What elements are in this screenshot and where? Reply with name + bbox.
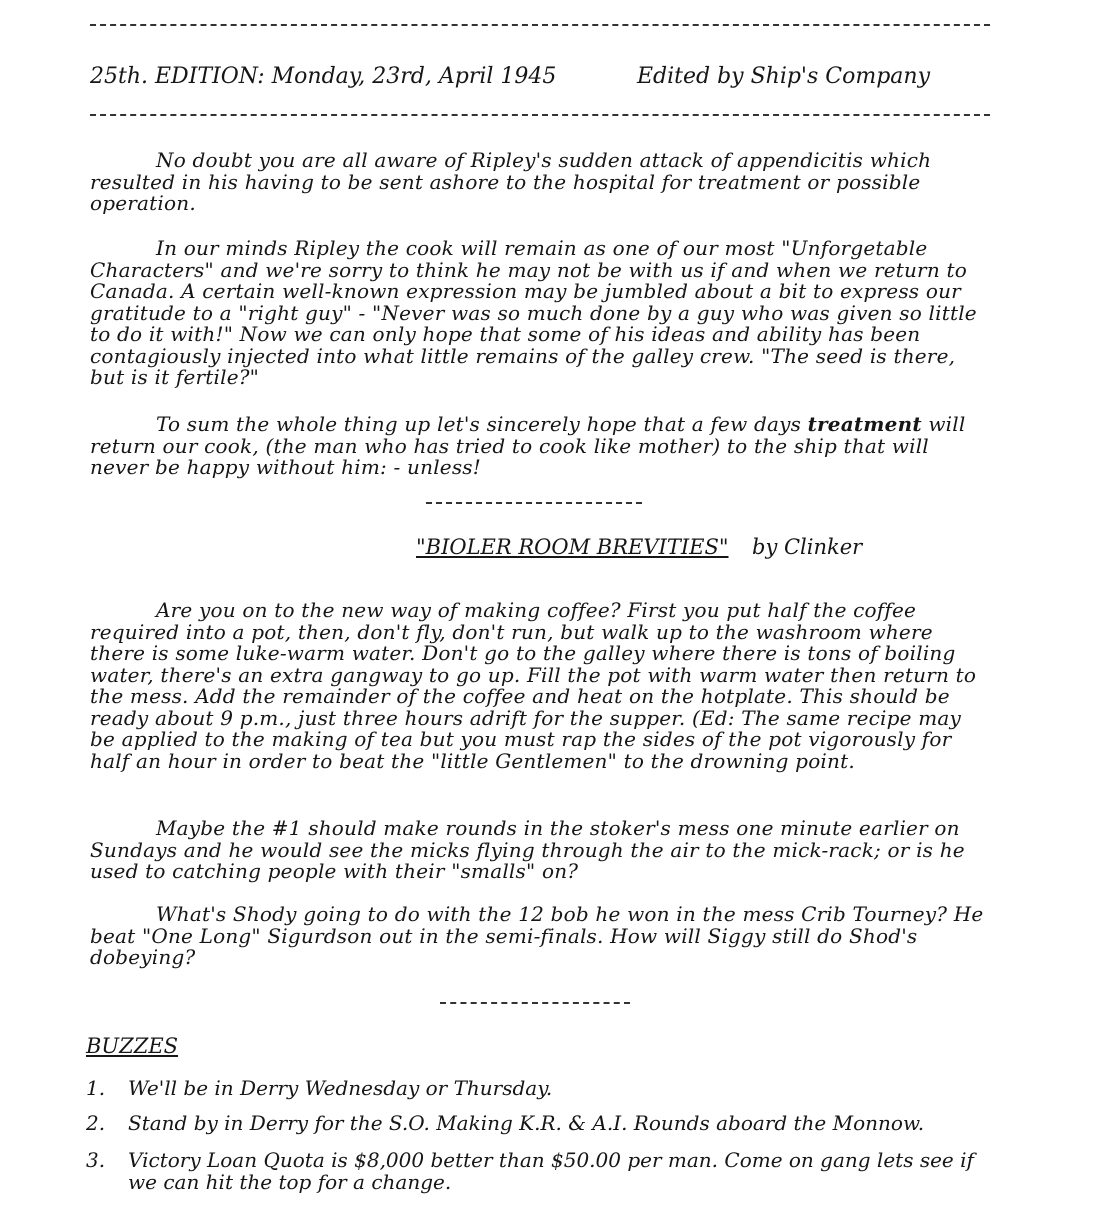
masthead-dashed-rule: [90, 114, 990, 116]
top-dashed-rule: [90, 24, 990, 26]
article-paragraph: [90, 414, 990, 479]
article-paragraph: Maybe the #1 should make rounds in the stoker's mess one minute earlier on Sundays and he would see the micks flying through the air to the mick-rack; or is he used to catching people with their "smalls" on?: [90, 816, 965, 883]
column-title: "BIOLER ROOM BREVITIES": [416, 535, 729, 559]
section-separator: [440, 1002, 630, 1004]
list-text: We'll be in Derry Wednesday or Thursday.: [128, 1076, 553, 1100]
column-byline: [416, 532, 896, 562]
column-author: by Clinker: [752, 535, 863, 559]
editor-credit: Edited by Ship's Company: [636, 64, 930, 89]
list-text: Victory Loan Quota is $8,000 better than $50.00 per man. Come on gang lets see if we can hit the top for a change.: [128, 1148, 974, 1194]
article-paragraph: What's Shody going to do with the 12 bob he won in the mess Crib Tourney? He beat "One Long" Sigurdson out in the semi-finals. How will Siggy still do Shod's dobeying?: [90, 902, 984, 969]
edition-date: 25th. EDITION: Monday, 23rd, April 1945: [90, 64, 557, 89]
list-number: 2.: [86, 1111, 106, 1135]
buzzes-heading: BUZZES: [86, 1034, 179, 1058]
article-paragraph: In our minds Ripley the cook will remain as one of our most "Unforgetable Characters" and we're sorry to think he may not be with us if and when we return to Canada. A certain well-known expression may be jumbled about a bit to express our gratitude to a "right guy" - "Never was so much done by a guy who was given so little to do it with!" Now we can only hope that some of his ideas and ability has been contagiously injected into what little remains of the galley crew. "The seed is there, but is it fertile?": [90, 236, 977, 389]
masthead: [90, 62, 930, 92]
list-text: Stand by in Derry for the S.O. Making K.R. & A.I. Rounds aboard the Monnow.: [128, 1111, 925, 1135]
section-separator: [426, 502, 642, 504]
paragraph-text: To sum the whole thing up let's sincerely hope that a few days: [156, 412, 808, 436]
list-number: 1.: [86, 1076, 106, 1100]
article-paragraph: Are you on to the new way of making coffee? First you put half the coffee required into a pot, then, don't fly, don't run, but walk up to the washroom where there is some luke-warm water. Don't go to the galley where there is tons of boiling water, there's an extra gangway to go up. Fill the pot with warm water then return to the mess. Add the remainder of the coffee and heat on the hotplate. This should be ready about 9 p.m., just three hours adrift for the supper. (Ed: The same recipe may be applied to the making of tea but you must rap the sides of the pot vigorously for half an hour in order to beat the "little Gentlemen" to the drowning point.: [90, 598, 977, 773]
paragraph-text: will return our cook, (the man who has tried to cook like mother) to the ship that will never be happy without him: - unless!: [90, 412, 966, 479]
emphasized-word: treatment: [807, 412, 922, 436]
list-number: 3.: [86, 1148, 106, 1172]
article-paragraph: No doubt you are all aware of Ripley's sudden attack of appendicitis which resulted in his having to be sent ashore to the hospital for treatment or possible operation.: [90, 148, 932, 215]
